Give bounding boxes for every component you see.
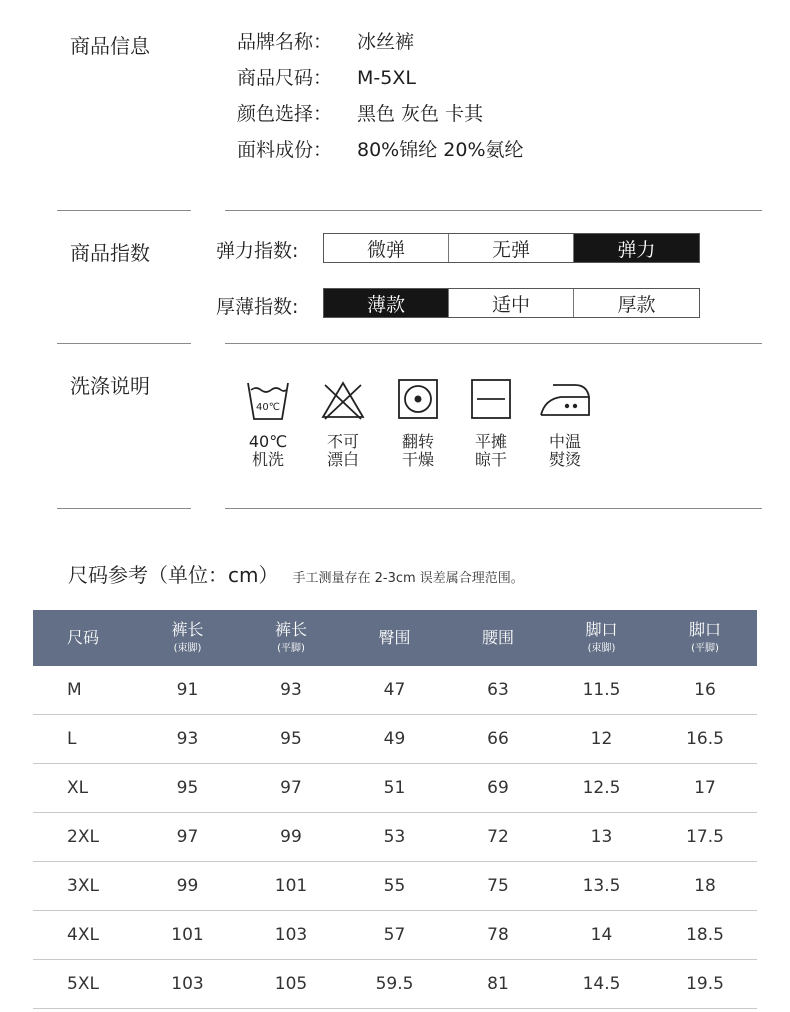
measurement-cell: 13.5 [550,862,653,911]
size-cell: 2XL [33,813,136,862]
washing-title: 洗涤说明 [70,374,150,398]
measurement-cell: 55 [343,862,446,911]
thickness-option-medium[interactable]: 适中 [449,289,574,317]
info-row [237,132,524,168]
measurement-cell: 49 [343,715,446,764]
care-text: 中温 熨烫 [548,432,581,469]
measurement-cell: 93 [136,715,239,764]
header-size: 尺码 [33,610,136,666]
measurement-cell: 14.5 [550,960,653,1009]
tumble-dry-icon [394,377,442,423]
care-text: 翻转 干燥 [401,432,434,469]
wash-temp-label: 40℃ [256,402,280,413]
elasticity-option-stretch[interactable]: 弹力 [574,234,699,262]
measurement-cell: 103 [136,960,239,1009]
measurement-cell: 99 [239,813,343,862]
thickness-selector [323,288,700,318]
elasticity-label: 弹力指数: [216,240,299,262]
brand-value: 冰丝裤 [357,31,415,53]
care-item-iron [535,377,595,469]
measurement-cell: 16.5 [653,715,757,764]
size-reference-heading [68,559,524,588]
measurement-cell: 14 [550,911,653,960]
care-text: 40℃ 机洗 [248,432,288,469]
elasticity-option-slight[interactable]: 微弹 [324,234,449,262]
care-text: 平摊 晾干 [474,432,507,469]
elasticity-option-none[interactable]: 无弹 [449,234,574,262]
size-cell: 5XL [33,960,136,1009]
divider [225,508,762,509]
table-row [33,666,757,715]
divider [225,343,762,344]
measurement-cell: 53 [343,813,446,862]
measurement-cell: 93 [239,666,343,715]
color-value: 黑色 灰色 卡其 [357,103,484,125]
table-row [33,960,757,1009]
no-bleach-icon [319,377,367,423]
product-info-title: 商品信息 [70,34,150,58]
measurement-cell: 75 [446,862,550,911]
header-hem-straight: 脚口 (平脚) [653,610,757,666]
measurement-cell: 101 [239,862,343,911]
measurement-cell: 66 [446,715,550,764]
divider [225,210,762,211]
table-header-row [33,610,757,666]
header-length-cuffed: 裤长 (束脚) [136,610,239,666]
measurement-cell: 95 [136,764,239,813]
size-cell: M [33,666,136,715]
measurement-cell: 101 [136,911,239,960]
size-cell: 4XL [33,911,136,960]
measurement-cell: 57 [343,911,446,960]
header-length-straight: 裤长 (平脚) [239,610,343,666]
header-hem-cuffed: 脚口 (束脚) [550,610,653,666]
size-reference-title: 尺码参考（单位：cm） [68,563,279,587]
product-info-list [237,24,524,168]
measurement-cell: 103 [239,911,343,960]
measurement-cell: 97 [136,813,239,862]
measurement-cell: 81 [446,960,550,1009]
size-cell: L [33,715,136,764]
measurement-cell: 51 [343,764,446,813]
care-item-flat-dry [461,377,521,469]
measurement-cell: 17 [653,764,757,813]
iron-medium-icon [537,377,593,423]
measurement-cell: 72 [446,813,550,862]
table-row [33,813,757,862]
header-waist: 腰围 [446,610,550,666]
measurement-cell: 59.5 [343,960,446,1009]
measurement-cell: 18 [653,862,757,911]
divider [57,210,191,211]
fabric-label: 面料成份： [237,139,333,161]
measurement-cell: 99 [136,862,239,911]
measurement-cell: 91 [136,666,239,715]
table-row [33,911,757,960]
thickness-option-thin[interactable]: 薄款 [324,289,449,317]
care-item-wash [238,377,298,469]
measurement-cell: 12.5 [550,764,653,813]
care-item-dry [388,377,448,469]
measurement-cell: 97 [239,764,343,813]
size-cell: XL [33,764,136,813]
header-hip: 臀围 [343,610,446,666]
measurement-cell: 16 [653,666,757,715]
size-cell: 3XL [33,862,136,911]
color-label: 颜色选择： [237,103,333,125]
size-value: M-5XL [357,67,416,89]
product-index-title: 商品指数 [70,241,150,265]
measurement-cell: 105 [239,960,343,1009]
size-table [33,610,757,1009]
measurement-cell: 47 [343,666,446,715]
table-row [33,862,757,911]
info-row [237,96,524,132]
elasticity-selector [323,233,700,263]
divider [57,343,191,344]
care-text: 不可 漂白 [326,432,359,469]
info-row [237,24,524,60]
size-label: 商品尺码： [237,67,333,89]
measurement-cell: 69 [446,764,550,813]
measurement-cell: 95 [239,715,343,764]
thickness-option-thick[interactable]: 厚款 [617,293,656,316]
measurement-cell: 12 [550,715,653,764]
divider [57,508,191,509]
measurement-cell: 17.5 [653,813,757,862]
measurement-cell: 78 [446,911,550,960]
thickness-label: 厚薄指数: [216,296,299,318]
measurement-cell: 63 [446,666,550,715]
measurement-cell: 11.5 [550,666,653,715]
measurement-cell: 19.5 [653,960,757,1009]
wash-40-icon [244,377,292,423]
measurement-cell: 13 [550,813,653,862]
brand-label: 品牌名称： [237,31,333,53]
care-item-bleach [313,377,373,469]
info-row [237,60,524,96]
fabric-value: 80%锦纶 20%氨纶 [357,139,524,161]
table-row [33,715,757,764]
size-reference-note: 手工测量存在 2-3cm 误差属合理范围。 [292,571,524,586]
measurement-cell: 18.5 [653,911,757,960]
dry-flat-icon [467,377,515,423]
table-row [33,764,757,813]
